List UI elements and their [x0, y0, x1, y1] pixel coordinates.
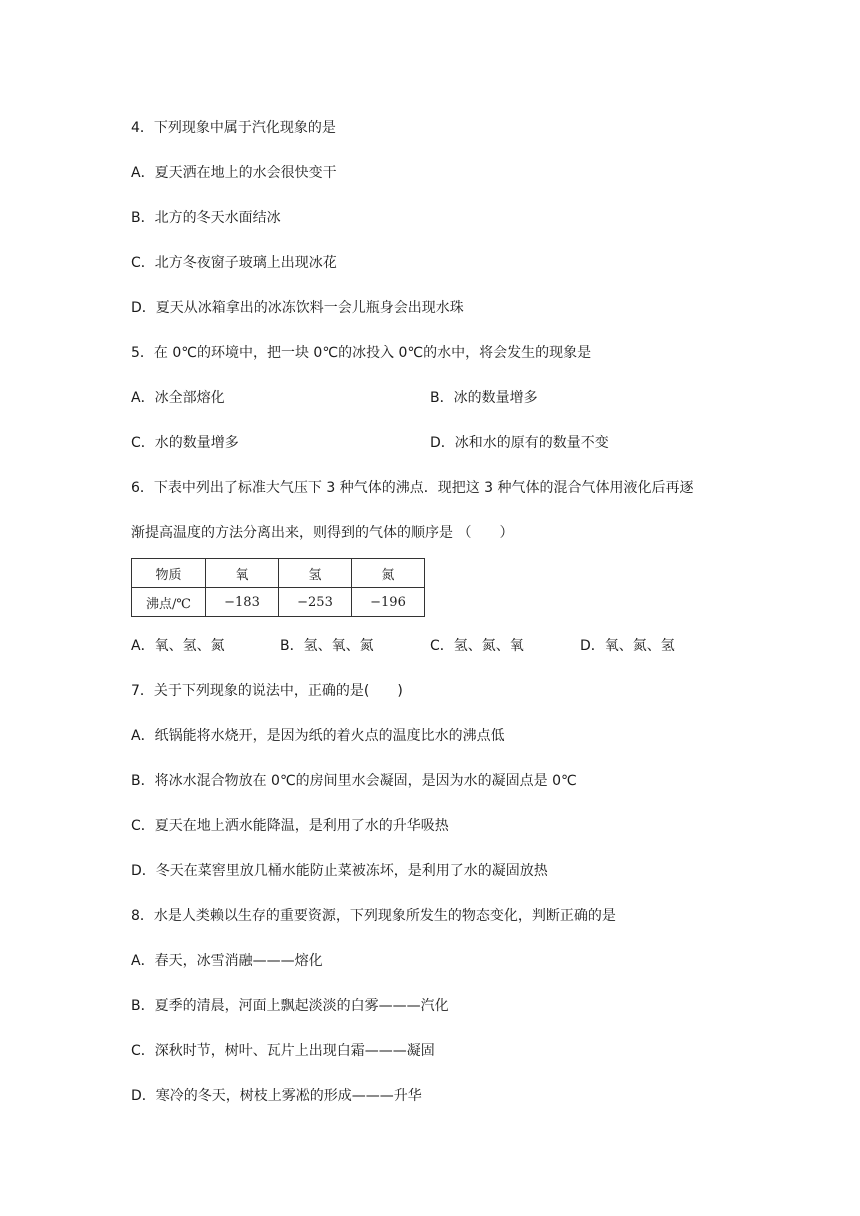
q6-stem-line1: 6．下表中列出了标准大气压下 3 种气体的沸点．现把这 3 种气体的混合气体用液化后再逐: [131, 480, 694, 496]
q5-option-b: B．冰的数量增多: [430, 390, 538, 406]
q5-stem: 5．在 0℃的环境中，把一块 0℃的冰投入 0℃的水中，将会发生的现象是: [131, 345, 592, 361]
table-cell: −253: [279, 588, 352, 617]
table-row: [132, 588, 425, 617]
table-cell: 物质: [132, 559, 206, 588]
q8-option-c: C．深秋时节，树叶、瓦片上出现白霜———凝固: [131, 1043, 435, 1059]
q4-option-a: A．夏天洒在地上的水会很快变干: [131, 165, 337, 181]
q4-option-c: C．北方冬夜窗子玻璃上出现冰花: [131, 255, 337, 271]
table-cell: 氧: [206, 559, 279, 588]
table-cell: −183: [206, 588, 279, 617]
q8-option-b: B．夏季的清晨，河面上飘起淡淡的白雾———汽化: [131, 998, 449, 1014]
q8-option-d: D．寒冷的冬天，树枝上雾凇的形成———升华: [131, 1088, 422, 1104]
q4-option-d: D．夏天从冰箱拿出的冰冻饮料一会儿瓶身会出现水珠: [131, 300, 464, 316]
q4-stem: 4．下列现象中属于汽化现象的是: [131, 120, 336, 136]
q6-stem-line2: 渐提高温度的方法分离出来，则得到的气体的顺序是 （ ）: [131, 525, 514, 541]
q7-option-b: B．将冰水混合物放在 0℃的房间里水会凝固，是因为水的凝固点是 0℃: [131, 773, 577, 789]
q7-option-a: A．纸锅能将水烧开，是因为纸的着火点的温度比水的沸点低: [131, 728, 505, 744]
q6-option-b: B．氢、氧、氮: [280, 638, 374, 654]
table-cell: 沸点/℃: [132, 588, 206, 617]
q5-option-c: C．水的数量增多: [131, 435, 239, 451]
q6-option-a: A．氧、氢、氮: [131, 638, 225, 654]
q6-option-d: D．氧、氮、氢: [580, 638, 675, 654]
q7-option-c: C．夏天在地上洒水能降温，是利用了水的升华吸热: [131, 818, 449, 834]
q4-option-b: B．北方的冬天水面结冰: [131, 210, 281, 226]
table-cell: −196: [352, 588, 425, 617]
q8-stem: 8．水是人类赖以生存的重要资源，下列现象所发生的物态变化，判断正确的是: [131, 908, 616, 924]
q8-option-a: A．春天，冰雪消融———熔化: [131, 953, 323, 969]
boiling-point-table: [131, 558, 425, 617]
table-cell: 氢: [279, 559, 352, 588]
table-cell: 氮: [352, 559, 425, 588]
q6-option-c: C．氢、氮、氧: [430, 638, 524, 654]
q5-option-a: A．冰全部熔化: [131, 390, 225, 406]
q7-option-d: D．冬天在菜窖里放几桶水能防止菜被冻坏，是利用了水的凝固放热: [131, 863, 548, 879]
q7-stem: 7．关于下列现象的说法中，正确的是( ): [131, 683, 403, 699]
table-header-row: [132, 559, 425, 588]
q5-option-d: D．冰和水的原有的数量不变: [430, 435, 609, 451]
